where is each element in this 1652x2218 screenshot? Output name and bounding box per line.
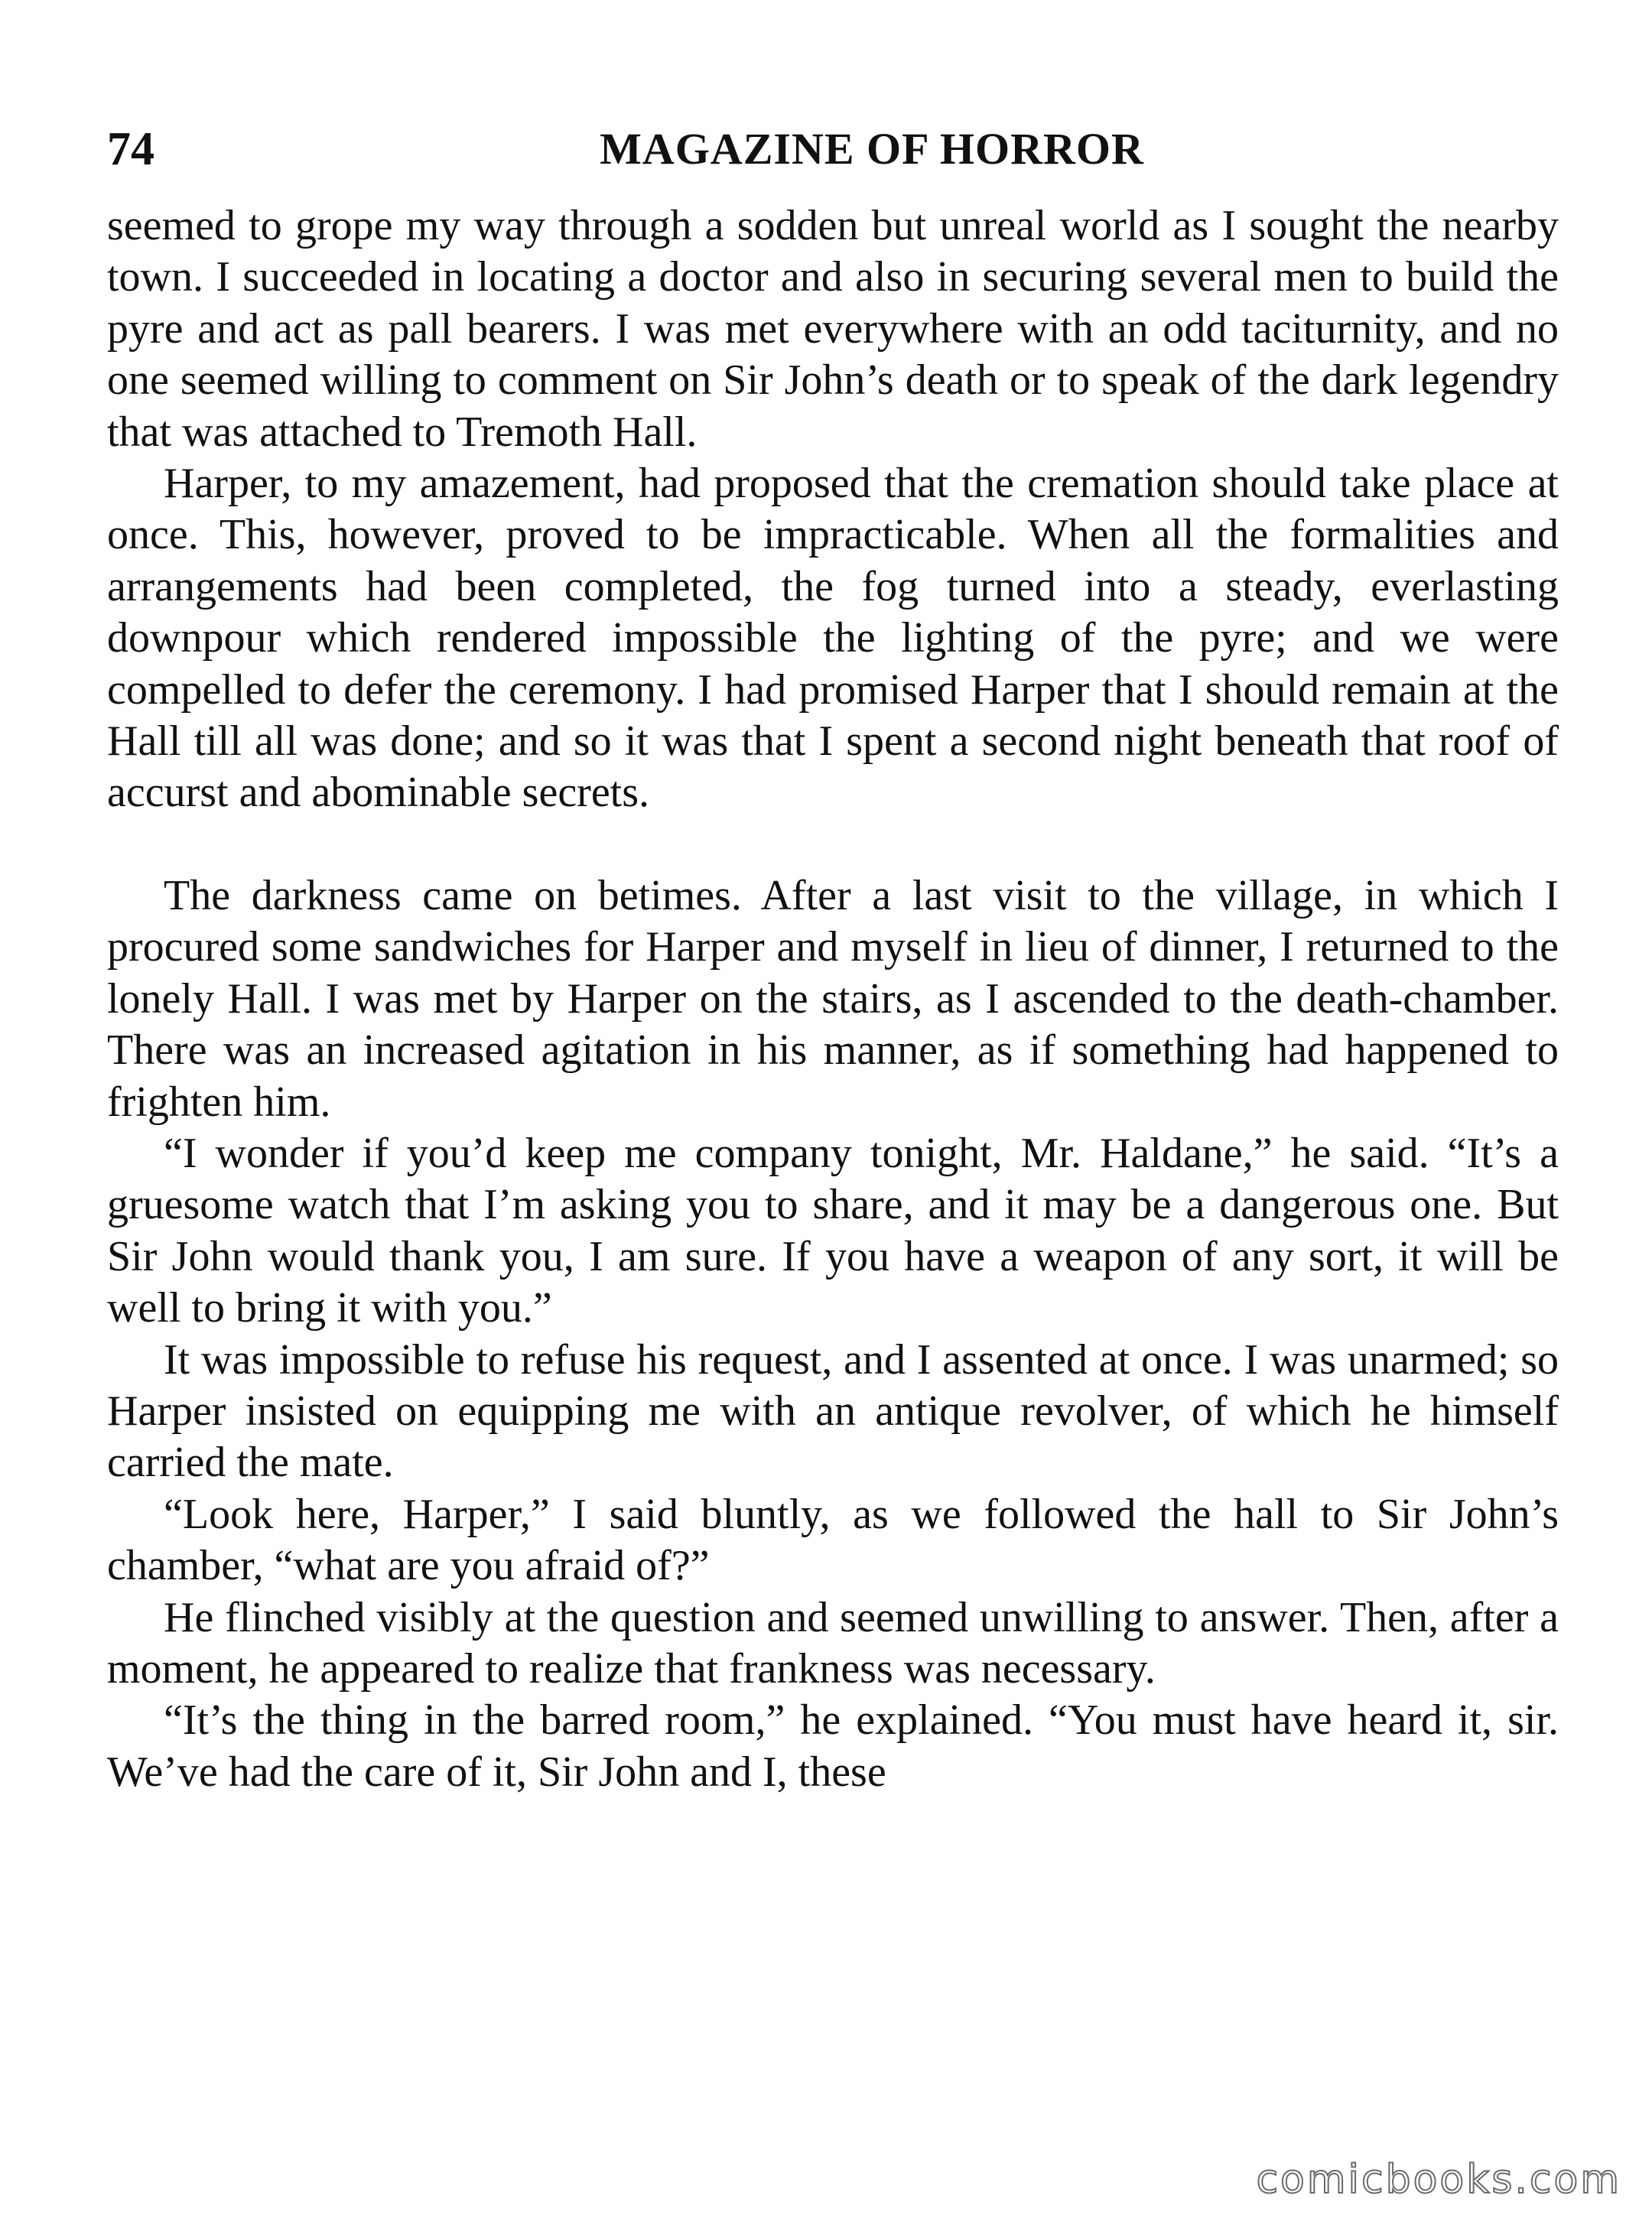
watermark: comicbooks.com — [1256, 2157, 1621, 2203]
paragraph: Harper, to my amazement, had proposed that the cremation should take place at once. This, however, proved to be impracticable. When all the formalities and arrangements had been completed, the fog turned into a steady, everlasting downpour which rendered impossible the lighting of the pyre; and we were compelled to defer the ceremony. I had promised Harper that I should remain at the Hall till all was done; and so it was that I spent a second night beneath that roof of accurst and abominable secrets. — [107, 460, 1559, 817]
story-text — [107, 200, 1559, 1798]
paragraph: It was impossible to refuse his request, and I assented at once. I was unarmed; so Harper insisted on equipping me with an antique revolver, of which he himself carried the mate. — [107, 1335, 1559, 1487]
page-header — [107, 115, 1560, 184]
page-number: 74 — [107, 123, 154, 175]
paragraph-continued: seemed to grope my way through a sodden but unreal world as I sought the nearby town. I succeeded in locating a doctor and also in securing several men to build the pyre and act as pall bearers. I was met everywhere with an odd taciturnity, and no one seemed willing to comment on Sir John’s death or to speak of the dark legendry that was attached to Tremoth Hall. — [107, 202, 1559, 456]
running-title: MAGAZINE OF HORROR — [600, 124, 1144, 174]
paragraph: “I wonder if you’d keep me company tonight, Mr. Haldane,” he said. “It’s a gruesome watch that I’m asking you to share, and it may be a dangerous one. But Sir John would thank you, I am sure. If you have a weapon of any sort, it will be well to bring it with you.” — [107, 1129, 1559, 1332]
paragraph: He flinched visibly at the question and seemed unwilling to answer. Then, after a moment, he appeared to realize that frankness was necessary. — [107, 1593, 1559, 1693]
paragraph: “Look here, Harper,” I said bluntly, as we followed the hall to Sir John’s chamber, “what are you afraid of?” — [107, 1490, 1559, 1590]
paragraph: The darkness came on betimes. After a last visit to the village, in which I procured some sandwiches for Harper and myself in lieu of dinner, I returned to the lonely Hall. I was met by Harper on the stairs, as I ascended to the death-chamber. There was an increased agitation in his manner, as if something had happened to frighten him. — [107, 871, 1559, 1126]
section-break — [107, 819, 1559, 870]
paragraph: “It’s the thing in the barred room,” he explained. “You must have heard it, sir. We’ve had the care of it, Sir John and I, these — [107, 1696, 1559, 1796]
